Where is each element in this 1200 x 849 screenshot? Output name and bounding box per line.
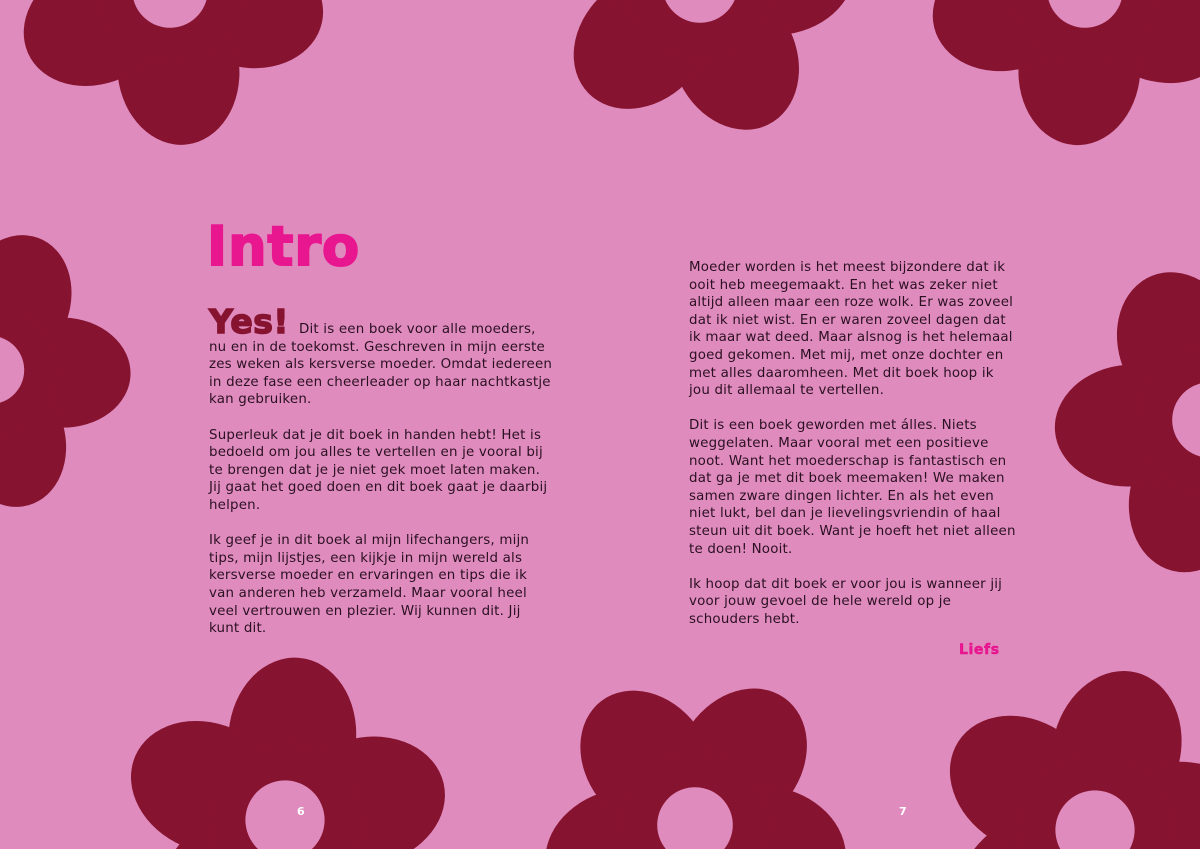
intro-word: Yes! xyxy=(209,302,289,341)
right-column xyxy=(689,259,1019,646)
flower-top-left xyxy=(0,0,392,213)
paragraph: Dit is een boek geworden met álles. Niets weggelaten. Maar vooral met een positieve noot. Want het moederschap is fantastisch en dat ga je met dit boek meemaken! We maken samen zware dingen lichter. En als het even niet lukt, bel dan je lievelingsvriendin of haal steun uit dit boek. Want je hoeft het niet alleen te doen! Nooit. xyxy=(689,418,1016,557)
paragraph: Moeder worden is het meest bijzondere dat ik ooit heb meegemaakt. En het was zeker niet altijd alleen maar een roze wolk. Er was zoveel dat ik niet wist. En er waren zoveel dagen dat ik maar wat deed. Maar alsnog is het helemaal goed gekomen. Met mij, met onze dochter en met alles daaromheen. Met dit boek hoop ik jou dit allemaal te vertellen. xyxy=(689,260,1014,399)
flower-top-center xyxy=(508,0,891,173)
page-title: Intro xyxy=(207,215,361,278)
page-number-right: 7 xyxy=(899,805,907,818)
paragraph xyxy=(209,302,554,409)
paragraph-text: Dit is een boek voor alle moeders, nu en in de toekomst. Geschreven in mijn eerste zes weken als kersverse moeder. Omdat iedereen in deze fase een cheerleader op haar nachtkastje kan gebruiken. xyxy=(209,322,553,408)
paragraph: Ik hoop dat dit boek er voor jou is wanneer jij voor jouw gevoel de hele wereld op je schouders hebt. xyxy=(689,576,1003,627)
page-number-left: 6 xyxy=(297,805,305,818)
signature: Liefs xyxy=(959,642,1000,658)
paragraph: Superleuk dat je dit boek in handen hebt! Het is bedoeld om jou alles te vertellen en je vooral bij te brengen dat je je niet gek moet laten maken. Jij gaat het goed doen en dit boek gaat je daarbij helpen. xyxy=(209,427,548,513)
paragraph: Ik geef je in dit boek al mijn lifechangers, mijn tips, mijn lijstjes, een kijkje in mijn wereld als kersverse moeder en ervaringen en tips die ik van anderen heb verzameld. Maar vooral heel veel vertrouwen en plezier. Wij kunnen dit. Jij kunt dit. xyxy=(209,533,530,637)
flower-mid-left xyxy=(0,186,180,559)
flower-bottom-right xyxy=(883,628,1200,849)
flower-bottom-left xyxy=(96,643,473,849)
left-column xyxy=(209,302,554,655)
flower-top-right xyxy=(854,0,1200,221)
